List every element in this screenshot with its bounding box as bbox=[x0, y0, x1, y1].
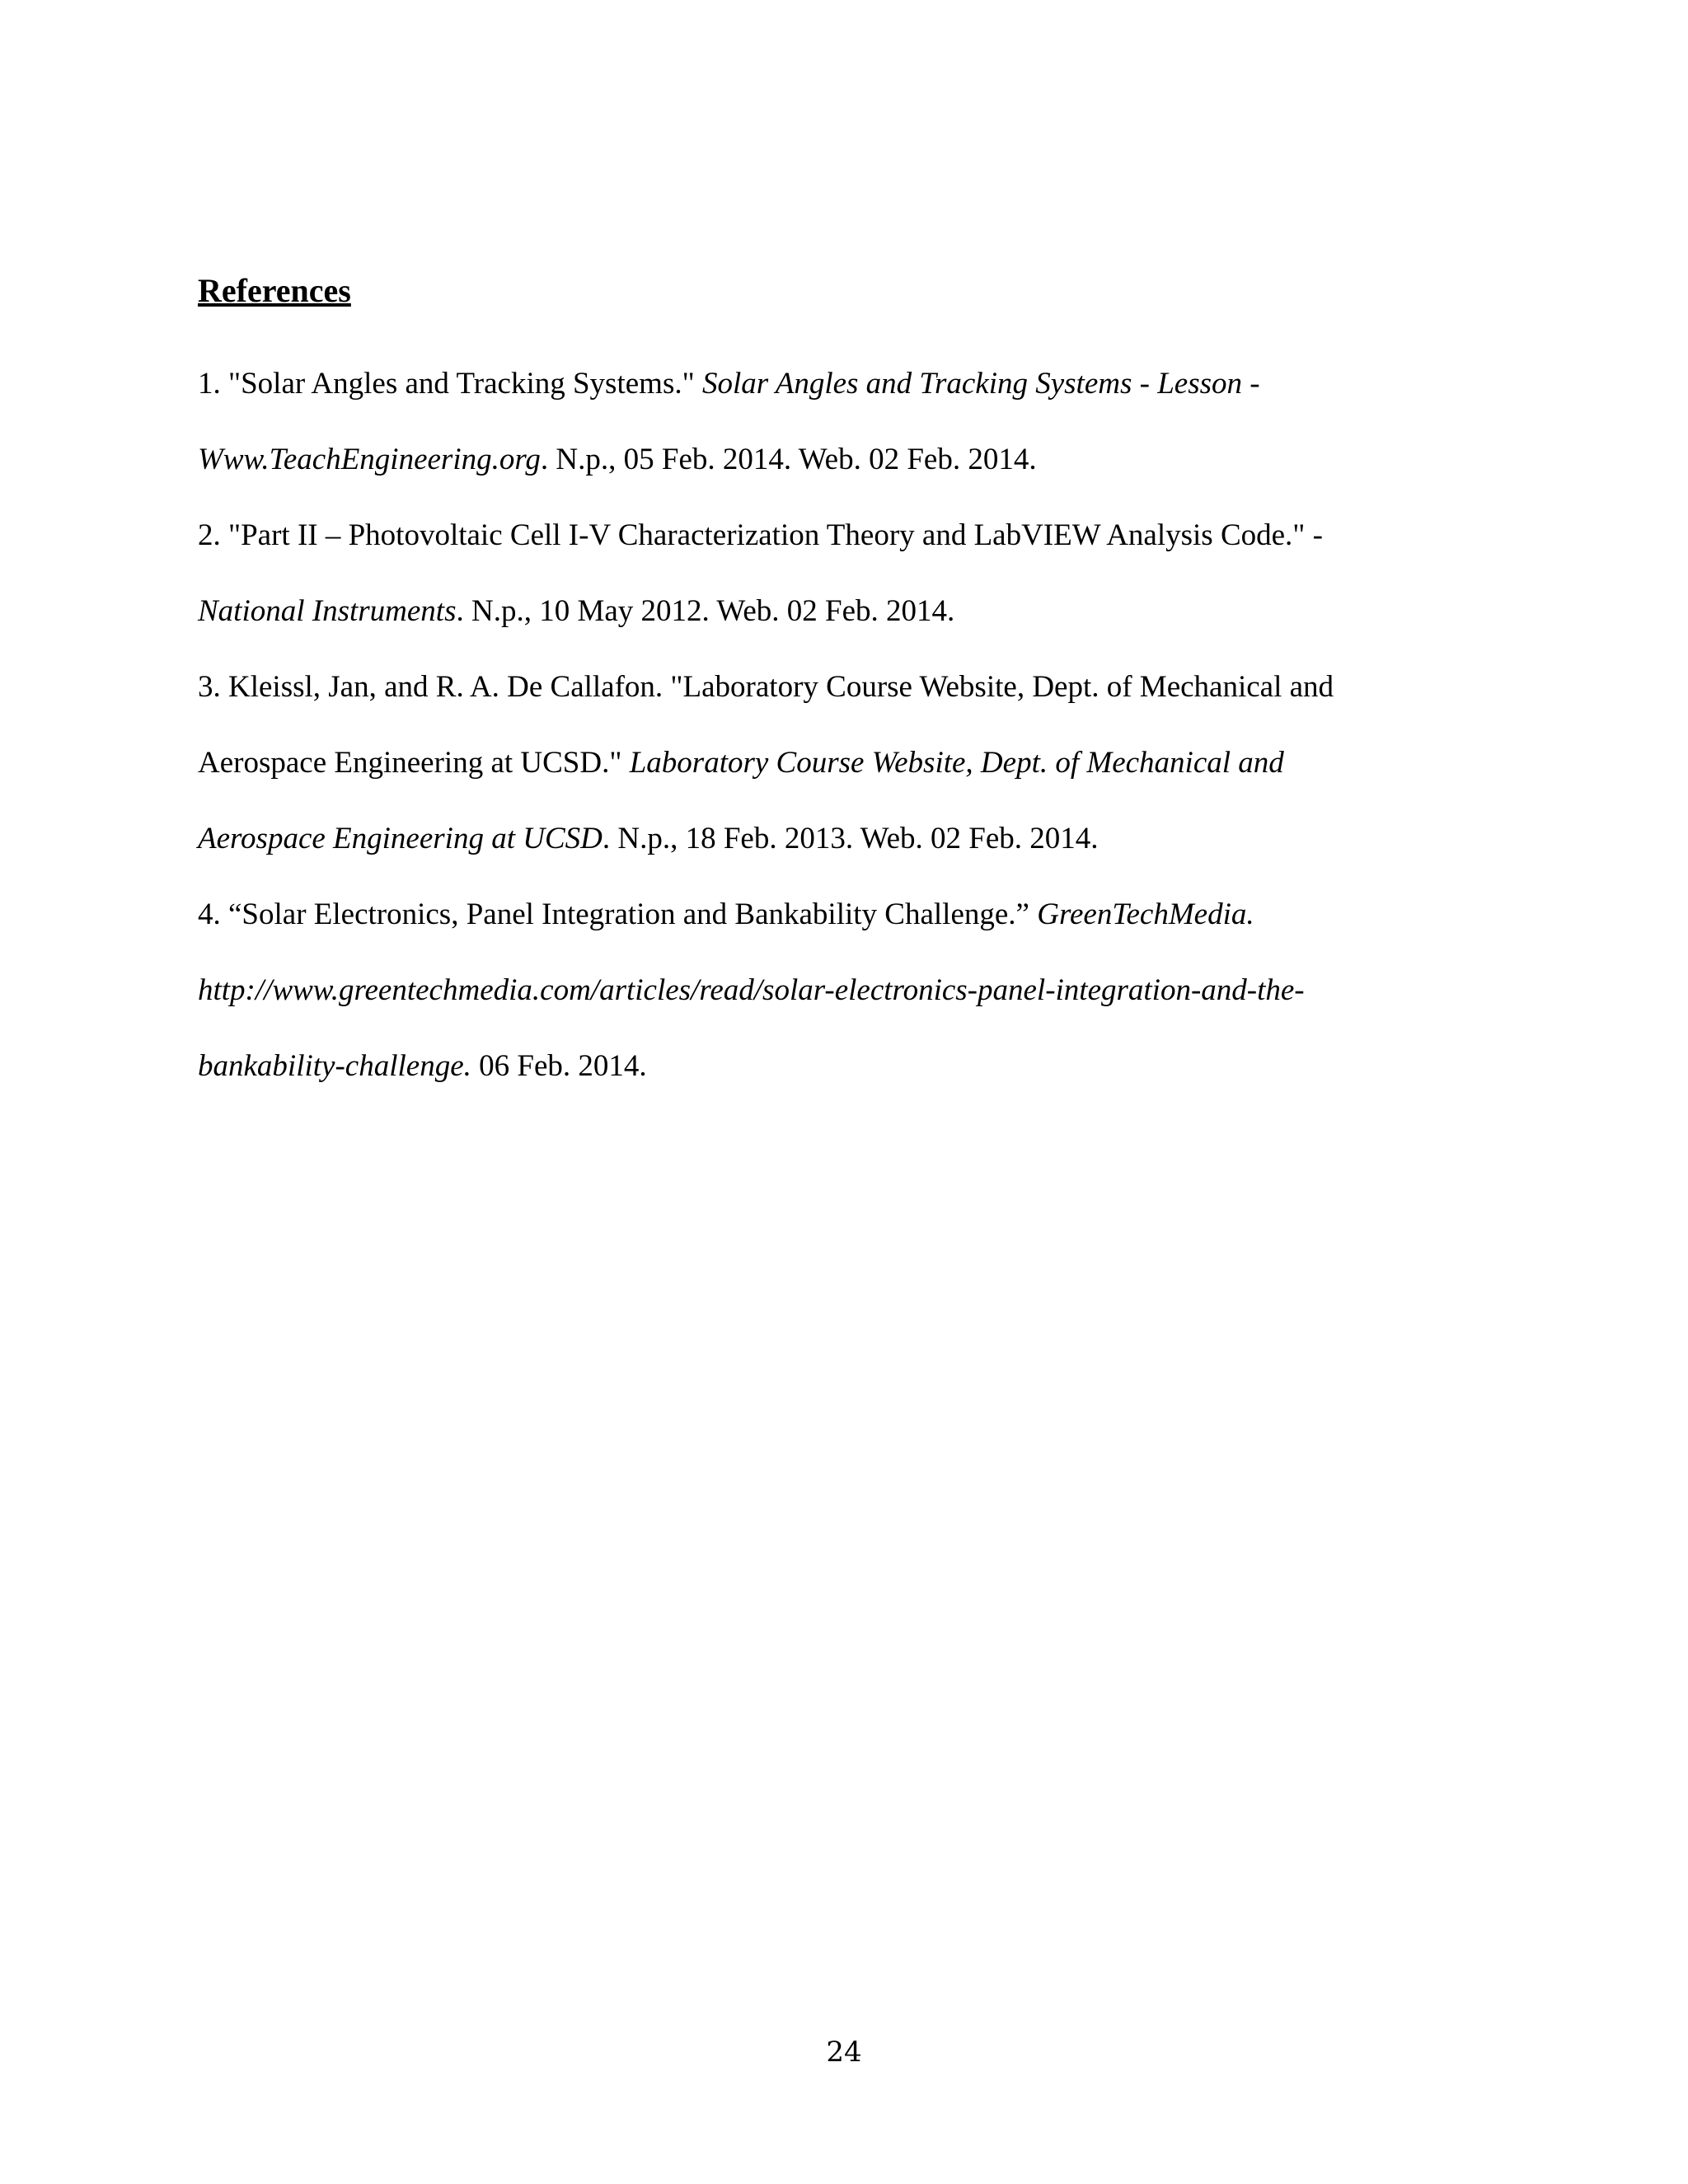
reference-3-line-2 bbox=[198, 725, 1434, 801]
reference-3-authors-title: 3. Kleissl, Jan, and R. A. De Callafon. "Laboratory Course Website, Dept. of Mechanical and bbox=[198, 670, 1334, 704]
reference-1-line-2 bbox=[198, 422, 1434, 498]
reference-4-url-cont: bankability-challenge. bbox=[198, 1049, 471, 1083]
reference-2-line-1 bbox=[198, 498, 1434, 574]
reference-4-line-2 bbox=[198, 953, 1434, 1029]
reference-2-dates: . N.p., 10 May 2012. Web. 02 Feb. 2014. bbox=[456, 594, 955, 628]
references-list bbox=[198, 346, 1434, 1104]
reference-3-source-cont: Aerospace Engineering at UCSD bbox=[198, 822, 603, 855]
reference-2-line-2 bbox=[198, 574, 1434, 649]
reference-1-title: 1. "Solar Angles and Tracking Systems." bbox=[198, 367, 702, 401]
reference-3-title-cont: Aerospace Engineering at UCSD." bbox=[198, 746, 630, 780]
reference-3-line-1 bbox=[198, 649, 1434, 725]
references-heading: References bbox=[198, 272, 351, 309]
reference-2-title: 2. "Part II – Photovoltaic Cell I-V Characterization Theory and LabVIEW Analysis Code." - bbox=[198, 518, 1323, 552]
reference-4-line-3 bbox=[198, 1029, 1434, 1104]
reference-3-source: Laboratory Course Website, Dept. of Mechanical and bbox=[629, 746, 1284, 780]
reference-3-dates: . N.p., 18 Feb. 2013. Web. 02 Feb. 2014. bbox=[602, 822, 1099, 855]
reference-1-line-1 bbox=[198, 346, 1434, 422]
reference-1-source: Solar Angles and Tracking Systems - Lesson - bbox=[701, 367, 1260, 401]
reference-1-site: Www.TeachEngineering.org bbox=[198, 443, 541, 476]
reference-4-source: GreenTechMedia. bbox=[1037, 898, 1254, 931]
reference-4-title: 4. “Solar Electronics, Panel Integration and Bankability Challenge.” bbox=[198, 898, 1038, 931]
page-number: 24 bbox=[826, 2036, 862, 2069]
reference-1-dates: . N.p., 05 Feb. 2014. Web. 02 Feb. 2014. bbox=[540, 443, 1037, 476]
reference-3-line-3 bbox=[198, 801, 1434, 877]
reference-4-date: 06 Feb. 2014. bbox=[471, 1049, 647, 1083]
reference-2-source: National Instruments bbox=[198, 594, 457, 628]
reference-4-url: http://www.greentechmedia.com/articles/read/solar-electronics-panel-integration-and-the- bbox=[198, 973, 1305, 1007]
reference-4-line-1 bbox=[198, 877, 1434, 953]
